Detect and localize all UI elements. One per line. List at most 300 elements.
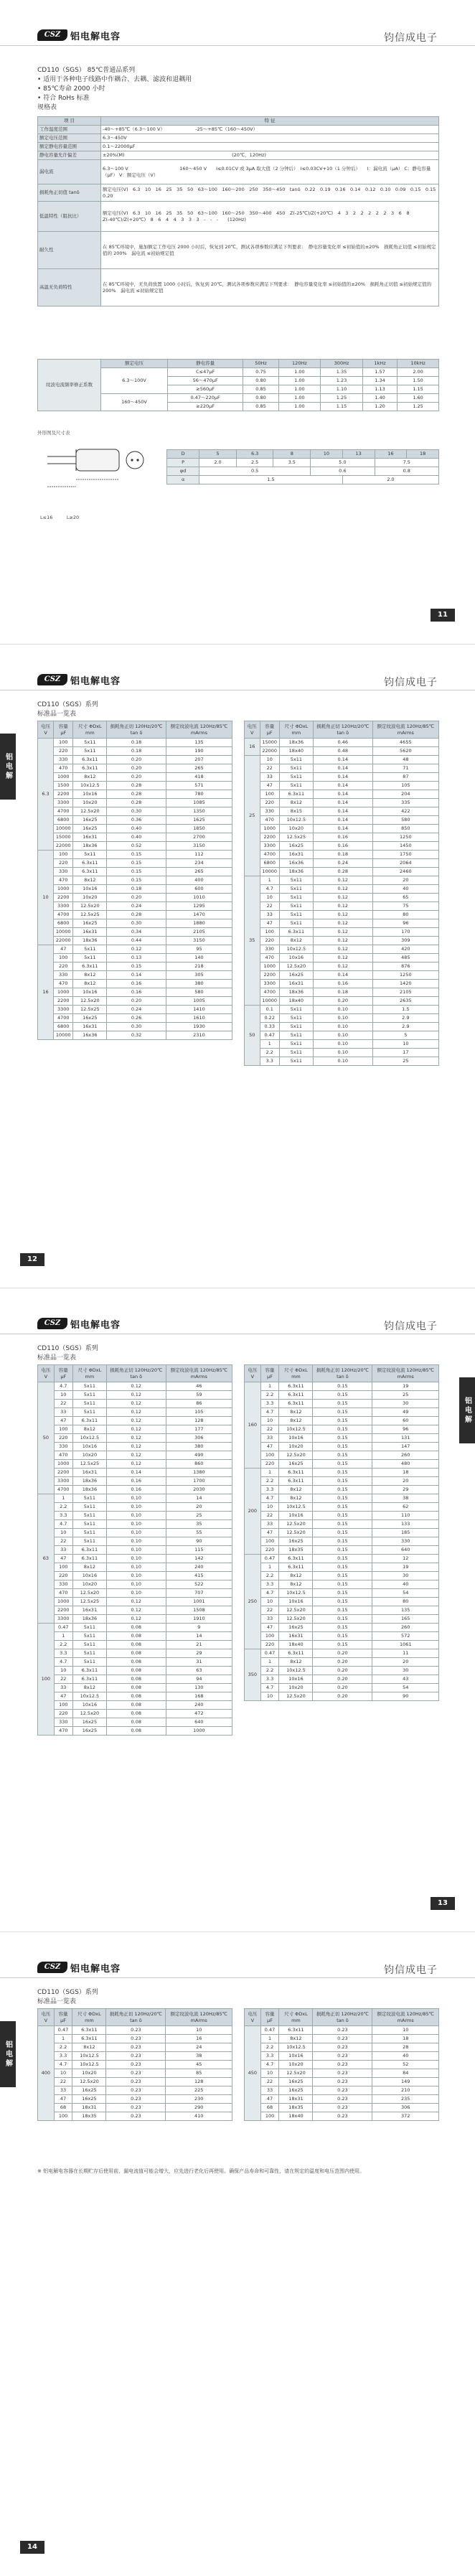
tan-delta-cell: 0.15: [313, 1486, 372, 1494]
capacitance-cell: 33: [260, 1520, 279, 1529]
tan-delta-cell: 0.14: [313, 807, 372, 816]
ripple-current-cell: 128: [166, 2078, 232, 2086]
capacitance-cell: 3.3: [54, 2052, 72, 2061]
ripple-current-cell: 96: [372, 1425, 439, 1434]
capacitance-cell: 3.3: [54, 1649, 72, 1658]
size-cell: 10x20: [73, 894, 107, 902]
spec-row: 漏电流 6.3～100 V 160～450 V I≤0.01CV 或 3μA 取大值（2 分钟后） I≤0.03CV+10（1 分钟后） I：漏电流（μA） C：静电容量（μF） V：额定电压（V）: [38, 160, 439, 184]
table-row: [245, 1382, 439, 1391]
ripple-current-cell: 572: [372, 1632, 439, 1641]
capacitance-cell: 220: [54, 1572, 72, 1580]
size-cell: 18x40: [279, 2112, 313, 2121]
ripple-current-cell: 234: [166, 859, 232, 868]
logo-mark: CSZ: [37, 674, 67, 685]
size-cell: 6.3x11: [279, 1555, 313, 1563]
list-col-header: 尺寸 ΦDxL mm: [279, 721, 313, 739]
ripple-current-cell: 330: [372, 1537, 439, 1546]
size-cell: 8x12: [72, 2043, 106, 2052]
tan-delta-cell: 0.08: [106, 1701, 166, 1710]
capacitance-cell: 10000: [260, 997, 279, 1006]
table-row: [245, 1658, 439, 1667]
table-row: [38, 1710, 232, 1718]
size-cell: 5x11: [279, 782, 313, 790]
size-cell: 18x31: [72, 2104, 106, 2112]
capacitance-cell: 470: [54, 764, 73, 773]
table-row: [38, 945, 232, 954]
capacitance-cell: 1000: [54, 1598, 72, 1606]
ripple-current-cell: 80: [372, 1598, 439, 1606]
size-cell: 16x25: [72, 1727, 106, 1736]
tan-delta-cell: 0.15: [313, 1494, 372, 1503]
capacitance-cell: 1000: [54, 988, 73, 997]
table-row: [245, 894, 439, 902]
size-cell: 8x12: [72, 1563, 106, 1572]
tan-delta-cell: 0.15: [107, 868, 166, 876]
capacitance-cell: 1000: [260, 963, 279, 971]
tan-delta-cell: 0.12: [107, 945, 166, 954]
logo-mark: CSZ: [37, 1318, 67, 1329]
size-cell: 6.3x11: [279, 1563, 313, 1572]
tan-delta-cell: 0.12: [313, 954, 372, 963]
capacitance-cell: 4700: [54, 807, 73, 816]
table-row: [245, 1563, 439, 1572]
list-col-header: 额定纹波电流 120Hz/85℃ mArms: [372, 2009, 439, 2026]
ripple-current-cell: 11: [372, 1649, 439, 1658]
capacitance-cell: 1000: [54, 1460, 72, 1469]
tan-delta-cell: 0.12: [313, 919, 372, 928]
tan-delta-cell: 0.15: [313, 1469, 372, 1477]
table-row: [38, 1701, 232, 1710]
size-cell: 5x11: [279, 1049, 313, 1057]
ripple-current-cell: 10: [372, 2026, 439, 2035]
tan-delta-cell: 0.16: [106, 1477, 166, 1486]
table-row: [245, 747, 439, 756]
size-cell: 8x12: [73, 876, 107, 885]
catalog-page-14: [0, 1931, 475, 2576]
ripple-current-cell: 168: [166, 1692, 232, 1701]
table-row: [245, 1546, 439, 1555]
ripple-current-cell: 2.9: [372, 1023, 438, 1031]
dim-title: 外形图及尺寸表: [37, 430, 70, 436]
tan-delta-cell: 0.15: [313, 1520, 372, 1529]
ripple-current-cell: 5620: [372, 747, 438, 756]
ripple-current-cell: 177: [166, 1425, 232, 1434]
table-row: [245, 1598, 439, 1606]
capacitance-cell: 220: [54, 1434, 72, 1443]
table-row: [38, 1580, 232, 1589]
size-cell: 12.5x25: [73, 911, 107, 919]
tan-delta-cell: 0.24: [313, 859, 372, 868]
ripple-current-cell: 3150: [166, 842, 232, 851]
size-cell: 6.3x11: [72, 2026, 106, 2035]
table-row: [38, 1520, 232, 1529]
capacitance-cell: 47: [260, 782, 279, 790]
voltage-cell: 16: [38, 945, 54, 1040]
ripple-current-cell: 707: [166, 1589, 232, 1598]
tan-delta-cell: 0.23: [313, 2086, 372, 2095]
capacitance-cell: 47: [54, 1692, 72, 1701]
size-cell: 12.5x25: [73, 1006, 107, 1014]
ripple-current-cell: 17: [372, 1049, 438, 1057]
table-row: [245, 2035, 439, 2043]
table-row: [245, 1006, 439, 1014]
table-row: [38, 1675, 232, 1684]
size-cell: 8x12: [73, 980, 107, 988]
size-cell: 6.3x11: [73, 756, 107, 764]
list-col-header: 电压 V: [245, 1365, 261, 1382]
ripple-label: 纹波电流频率修正系数: [38, 360, 101, 411]
table-row: [38, 928, 232, 937]
table-row: [245, 2061, 439, 2069]
size-cell: 8x12: [279, 937, 313, 945]
size-cell: 18x36: [279, 868, 313, 876]
table-row: [245, 1477, 439, 1486]
table-caption: 规格表: [37, 104, 57, 111]
tan-delta-cell: 0.18: [313, 988, 372, 997]
spec-head-item: 项 目: [38, 117, 101, 126]
tan-delta-cell: 0.15: [313, 1529, 372, 1537]
size-cell: 5x11: [72, 1658, 106, 1667]
size-cell: 6.3x11: [72, 1555, 106, 1563]
table-row: [245, 988, 439, 997]
company-name: 铝电解电容: [70, 1319, 121, 1331]
table-row: [245, 1684, 439, 1692]
ripple-current-cell: 96: [372, 919, 438, 928]
capacitance-cell: 220: [260, 1546, 279, 1555]
tan-delta-cell: 0.16: [107, 980, 166, 988]
table-row: [38, 842, 232, 851]
tan-delta-cell: 0.20: [107, 756, 166, 764]
product-list-table-right: [244, 2008, 439, 2121]
size-cell: 10x16: [279, 1434, 313, 1443]
size-cell: 12.5x25: [72, 1598, 106, 1606]
ripple-current-cell: 600: [166, 885, 232, 894]
ripple-current-cell: 185: [372, 1529, 439, 1537]
capacitance-cell: 47: [260, 1443, 279, 1451]
table-row: [245, 1675, 439, 1684]
list-col-header: 容量 μF: [260, 721, 279, 739]
table-row: [38, 1443, 232, 1451]
tan-delta-cell: 0.15: [313, 1443, 372, 1451]
table-row: [245, 1572, 439, 1580]
dimension-table: D 5 6.3 8 10 13 16 18 P 2.0 2.5 3.5 5.0 7.5 φd 0.5 0.6 0.8 α 1.5 2.0: [166, 449, 439, 484]
capacitance-cell: 4700: [54, 1486, 72, 1494]
size-cell: 6.3x11: [73, 963, 107, 971]
size-cell: 18x31: [279, 2095, 313, 2104]
capacitance-cell: 0.47: [260, 1649, 279, 1658]
tan-delta-cell: 0.23: [106, 2043, 166, 2052]
ripple-current-cell: 306: [166, 1434, 232, 1443]
ripple-current-cell: 1850: [166, 825, 232, 833]
capacitance-cell: 33: [260, 2086, 279, 2095]
capacitance-cell: 100: [260, 1451, 279, 1460]
size-cell: 5x11: [279, 911, 313, 919]
tan-delta-cell: 0.10: [313, 1040, 372, 1049]
table-row: [245, 1555, 439, 1563]
ripple-current-cell: 46: [166, 1382, 232, 1391]
size-cell: 18x35: [279, 2104, 313, 2112]
capacitance-cell: 10: [260, 1417, 279, 1425]
size-cell: 10x20: [72, 1580, 106, 1589]
size-cell: 10x16: [279, 954, 313, 963]
size-cell: 16x31: [279, 980, 313, 988]
tan-delta-cell: 0.12: [313, 928, 372, 937]
ripple-current-cell: 380: [166, 1443, 232, 1451]
table-row: [38, 2095, 232, 2104]
table-row: [245, 2069, 439, 2078]
tan-delta-cell: 0.15: [313, 1382, 372, 1391]
tan-delta-cell: 0.08: [106, 1718, 166, 1727]
capacitance-cell: 3.3: [260, 2052, 279, 2061]
ripple-current-cell: 480: [372, 1460, 439, 1469]
voltage-cell: 10: [38, 851, 54, 945]
ripple-current-cell: 260: [372, 1624, 439, 1632]
table-row: [245, 799, 439, 807]
table-row: [245, 2086, 439, 2095]
ripple-current-cell: 14: [166, 1632, 232, 1641]
table-row: [38, 2026, 232, 2035]
capacitance-cell: 2200: [54, 997, 73, 1006]
table-row: [38, 739, 232, 747]
table-row: [38, 1434, 232, 1443]
table-row: [38, 1727, 232, 1736]
ripple-current-cell: 309: [372, 937, 438, 945]
table-row: [38, 963, 232, 971]
table-row: [245, 971, 439, 980]
capacitance-cell: 2200: [260, 833, 279, 842]
size-cell: 10x16: [279, 1512, 313, 1520]
ripple-current-cell: 12: [372, 1555, 439, 1563]
tan-delta-cell: 0.12: [313, 945, 372, 954]
tan-delta-cell: 0.20: [107, 997, 166, 1006]
list-col-header: 尺寸 ΦDxL mm: [72, 2009, 106, 2026]
table-row: [38, 2035, 232, 2043]
capacitance-cell: 0.22: [260, 1014, 279, 1023]
size-cell: 16x25: [279, 2086, 313, 2095]
list-col-header: 额定纹波电流 120Hz/85℃ mArms: [372, 1365, 439, 1382]
voltage-cell: 350: [245, 1649, 261, 1701]
size-cell: 16x25: [72, 2095, 106, 2104]
capacitance-cell: 100: [54, 1563, 72, 1572]
size-cell: 10x16: [73, 885, 107, 894]
list-col-header: 电压 V: [245, 2009, 261, 2026]
capacitance-cell: 220: [260, 1641, 279, 1649]
table-row: [245, 2095, 439, 2104]
capacitance-cell: 100: [260, 1632, 279, 1641]
table-row: [245, 2104, 439, 2112]
capacitance-cell: 3.3: [260, 1486, 279, 1494]
capacitance-cell: 47: [260, 1624, 279, 1632]
ripple-current-cell: 19: [372, 1563, 439, 1572]
ripple-current-cell: 2700: [166, 833, 232, 842]
table-row: [245, 876, 439, 885]
table-row: [245, 790, 439, 799]
size-cell: 12.5x20: [73, 902, 107, 911]
capacitance-cell: 33: [260, 773, 279, 782]
ripple-current-cell: 1910: [166, 1615, 232, 1624]
ripple-current-cell: 43: [372, 1675, 439, 1684]
ripple-current-cell: 1625: [166, 816, 232, 825]
tan-delta-cell: 0.15: [313, 1417, 372, 1425]
capacitance-cell: 0.1: [260, 1006, 279, 1014]
tan-delta-cell: 0.14: [313, 825, 372, 833]
capacitance-cell: 0.47: [54, 2026, 72, 2035]
table-row: [245, 937, 439, 945]
ripple-current-cell: 18: [372, 2035, 439, 2043]
ripple-current-cell: 5: [372, 1031, 438, 1040]
table-row: [38, 1014, 232, 1023]
table-row: [38, 894, 232, 902]
ripple-current-cell: 9: [166, 1624, 232, 1632]
list-col-header: 损耗角正切 120Hz/20℃ tan δ: [313, 1365, 372, 1382]
tan-delta-cell: 0.14: [313, 764, 372, 773]
capacitance-cell: 330: [54, 756, 73, 764]
capacitance-cell: 1000: [54, 773, 73, 782]
size-cell: 18x36: [279, 988, 313, 997]
ripple-current-cell: 1350: [166, 807, 232, 816]
capacitance-cell: 22: [54, 2078, 72, 2086]
size-cell: 5x11: [279, 876, 313, 885]
page-number: 12: [20, 1253, 44, 1266]
spec-row: 额定静电容量范围 0.1～22000μF: [38, 143, 439, 151]
tan-delta-cell: 0.10: [106, 1555, 166, 1563]
size-cell: 12.5x20: [72, 2078, 106, 2086]
list-col-header: 尺寸 ΦDxL mm: [279, 1365, 313, 1382]
table-row: [38, 2112, 232, 2121]
table-row: [38, 1667, 232, 1675]
capacitance-cell: 68: [260, 2104, 279, 2112]
tan-delta-cell: 0.10: [313, 1057, 372, 1066]
ripple-current-cell: 1250: [372, 971, 438, 980]
feature-line: • 适用于各种电子线路中作耦合、去耦、滤波和退耦用: [37, 76, 192, 83]
size-cell: 16x31: [279, 851, 313, 859]
capacitance-cell: 2.2: [54, 1503, 72, 1512]
ripple-current-cell: 265: [166, 868, 232, 876]
tan-delta-cell: 0.12: [106, 1382, 166, 1391]
capacitance-cell: 22: [260, 902, 279, 911]
ripple-current-cell: 472: [166, 1710, 232, 1718]
tan-delta-cell: 0.23: [313, 2095, 372, 2104]
tan-delta-cell: 0.08: [106, 1632, 166, 1641]
page-number: 14: [20, 2541, 44, 2554]
capacitance-cell: 10: [260, 2069, 279, 2078]
size-cell: 12.5x20: [279, 1615, 313, 1624]
tan-delta-cell: 0.08: [106, 1727, 166, 1736]
size-cell: 5x11: [73, 747, 107, 756]
ripple-current-cell: 131: [372, 1434, 439, 1443]
tan-delta-cell: 0.12: [106, 1417, 166, 1425]
size-cell: 10x12.5: [72, 1434, 106, 1443]
capacitance-cell: 1: [260, 1469, 279, 1477]
capacitance-cell: 2.2: [260, 1572, 279, 1580]
tan-delta-cell: 0.15: [313, 1391, 372, 1400]
ripple-current-cell: 204: [372, 790, 438, 799]
table-row: [38, 1400, 232, 1408]
tan-delta-cell: 0.16: [107, 988, 166, 997]
ripple-current-cell: 20: [372, 1477, 439, 1486]
table-row: [245, 911, 439, 919]
capacitance-cell: 15000: [54, 833, 73, 842]
size-cell: 5x11: [279, 894, 313, 902]
table-row: [38, 833, 232, 842]
tan-delta-cell: 0.23: [106, 2035, 166, 2043]
tan-delta-cell: 0.36: [107, 816, 166, 825]
ripple-row: 56～470μF 0.80 1.00 1.23 1.34 1.50: [38, 377, 439, 385]
ripple-current-cell: 62: [372, 1503, 439, 1512]
capacitance-cell: 33: [260, 1434, 279, 1443]
size-cell: 5x11: [279, 773, 313, 782]
tan-delta-cell: 0.15: [313, 1537, 372, 1546]
tan-delta-cell: 0.12: [106, 1451, 166, 1460]
list-col-header: 容量 μF: [260, 2009, 279, 2026]
size-cell: 8x12: [279, 1572, 313, 1580]
table-row: [245, 1014, 439, 1023]
tan-delta-cell: 0.14: [313, 773, 372, 782]
ripple-current-cell: 40: [372, 1580, 439, 1589]
table-row: [245, 1408, 439, 1417]
capacitance-cell: 47: [54, 1555, 72, 1563]
ripple-current-cell: 1005: [166, 997, 232, 1006]
ripple-current-cell: 400: [166, 876, 232, 885]
ripple-current-cell: 1380: [166, 1469, 232, 1477]
tan-delta-cell: 0.10: [106, 1546, 166, 1555]
size-cell: 16x25: [279, 842, 313, 851]
capacitance-cell: 10: [260, 1503, 279, 1512]
product-list-table-left: [37, 721, 232, 1040]
size-cell: 10x20: [72, 1451, 106, 1460]
capacitance-cell: 470: [260, 954, 279, 963]
capacitance-cell: 0.33: [260, 1023, 279, 1031]
list-col-header: 电压 V: [245, 721, 260, 739]
spec-table: [37, 116, 439, 306]
tan-delta-cell: 0.14: [313, 816, 372, 825]
ripple-current-cell: 2.9: [372, 1014, 438, 1023]
capacitance-cell: 2.2: [260, 1477, 279, 1486]
tan-delta-cell: 0.15: [313, 1580, 372, 1589]
table-row: [245, 825, 439, 833]
tan-delta-cell: 0.16: [313, 833, 372, 842]
size-cell: 16x31: [72, 1469, 106, 1477]
tan-delta-cell: 0.14: [313, 782, 372, 790]
ripple-current-cell: 876: [372, 963, 438, 971]
size-cell: 12.5x20: [279, 963, 313, 971]
tan-delta-cell: 0.08: [106, 1684, 166, 1692]
size-cell: 5x11: [279, 1023, 313, 1031]
tan-delta-cell: 0.15: [313, 1615, 372, 1624]
tan-delta-cell: 0.18: [107, 739, 166, 747]
tan-delta-cell: 0.12: [313, 902, 372, 911]
product-list-table-left: [37, 1364, 232, 1736]
table-row: [38, 1006, 232, 1014]
series-title-block: [37, 66, 192, 113]
ripple-current-cell: 780: [166, 790, 232, 799]
table-row: [38, 1391, 232, 1400]
capacitance-cell: 22: [54, 1400, 72, 1408]
ripple-current-cell: 265: [166, 764, 232, 773]
capacitance-cell: 4700: [54, 1014, 73, 1023]
tan-delta-cell: 0.10: [106, 1563, 166, 1572]
table-row: [38, 2061, 232, 2069]
size-cell: 6.3x11: [72, 1667, 106, 1675]
ripple-current-cell: 580: [166, 988, 232, 997]
capacitance-cell: 0.47: [260, 2026, 279, 2035]
ripple-current-cell: 210: [372, 2086, 439, 2095]
table-row: [38, 997, 232, 1006]
tan-delta-cell: 0.23: [106, 2061, 166, 2069]
table-row: [38, 1494, 232, 1503]
capacitance-cell: 470: [54, 876, 73, 885]
capacitance-cell: 47: [260, 2095, 279, 2104]
